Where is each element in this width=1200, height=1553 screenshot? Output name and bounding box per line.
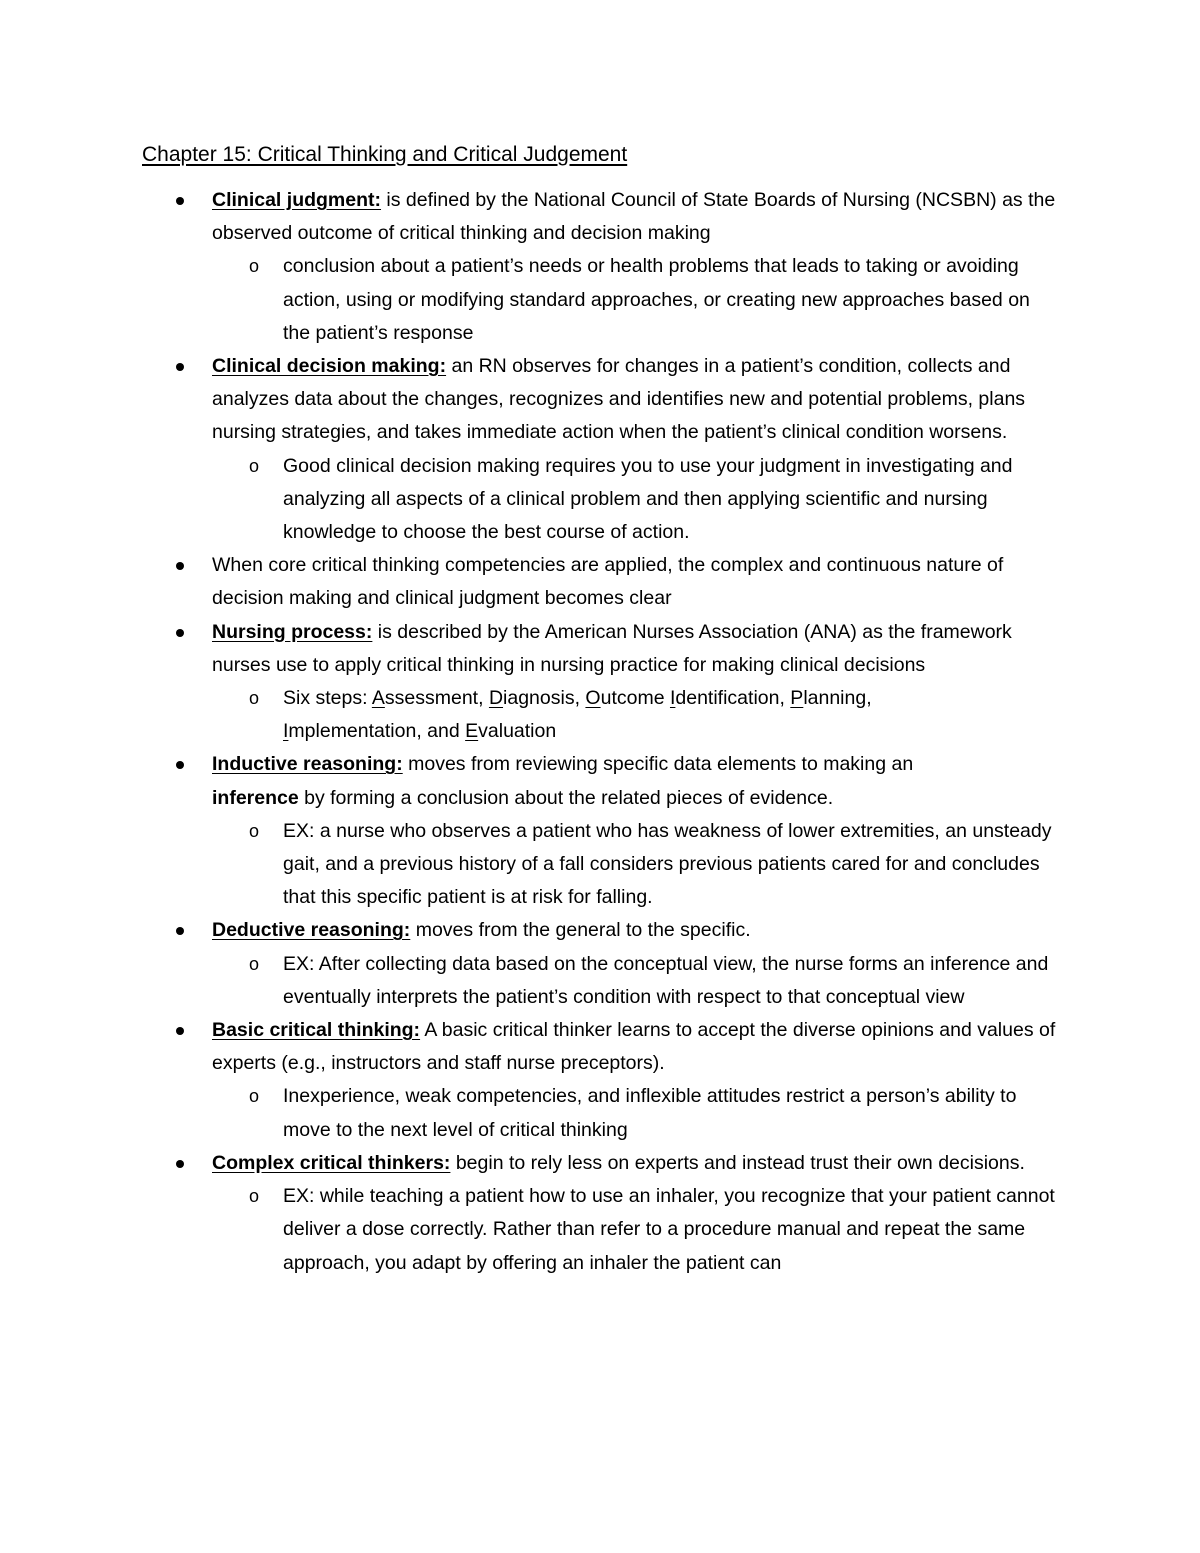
step-rest: iagnosis, — [503, 687, 586, 710]
sub-bullet-list — [212, 250, 1062, 350]
item-text: begin to rely less on experts and instead trust their own decisions. — [450, 1151, 1025, 1174]
bullet-icon — [176, 1160, 184, 1168]
sub-bullet-list — [212, 1180, 1062, 1280]
sub-bullet-icon: o — [249, 688, 260, 709]
item-text: When core critical thinking competencies are applied, the complex and continuous nature of decision making and clinical judgment becomes clear — [212, 554, 1004, 610]
sub-bullet-list — [212, 948, 1062, 1014]
term-label: Inductive reasoning: — [212, 753, 403, 776]
bullet-icon — [176, 629, 184, 637]
step-letter: P — [790, 687, 804, 710]
sub-bullet-icon: o — [249, 953, 260, 974]
sub-list-item — [212, 450, 1062, 550]
sub-list-item — [212, 1180, 1062, 1280]
sub-item-text: EX: a nurse who observes a patient who has weakness of lower extremities, an unsteady gait, and a previous history of a fall considers previous patients cared for and concludes that this specific patient is at risk for falling. — [283, 819, 1052, 909]
list-item — [142, 549, 1062, 615]
term-label: Clinical decision making: — [212, 355, 447, 378]
sub-bullet-list — [212, 1080, 1062, 1146]
sub-bullet-icon: o — [249, 820, 260, 841]
step-rest: ssessment, — [384, 687, 489, 710]
sub-item-text: EX: while teaching a patient how to use an inhaler, you recognize that your patient cannot deliver a dose correctly. Rather than refer to a procedure manual and repeat the same approach, you adapt by offering an inhaler the patient can — [283, 1185, 1055, 1274]
list-item — [142, 1014, 1062, 1147]
term-label: Basic critical thinking: — [212, 1019, 421, 1042]
sub-bullet-icon: o — [249, 455, 260, 476]
sub-bullet-icon: o — [249, 256, 260, 277]
step-letter: O — [585, 687, 601, 710]
list-item — [142, 184, 1062, 350]
step-letter: D — [488, 687, 504, 710]
steps-prefix: Six steps: — [283, 687, 372, 710]
step-rest: valuation — [478, 720, 557, 743]
sub-list-item — [212, 948, 1062, 1014]
notes-content — [142, 184, 1062, 1280]
bold-word: inference — [212, 786, 299, 809]
list-item — [142, 616, 1062, 749]
sub-list-item — [212, 682, 1062, 748]
item-text: is defined by the National Council of State Boards of Nursing (NCSBN) as the observed outcome of critical thinking and decision making — [212, 189, 1056, 245]
sub-item-text: Inexperience, weak competencies, and inflexible attitudes restrict a person’s ability to move to the next level of critical thinking — [283, 1085, 1017, 1141]
item-text: by forming a conclusion about the related pieces of evidence. — [298, 786, 834, 809]
step-rest: dentification, — [675, 687, 791, 710]
sub-list-item — [212, 815, 1062, 915]
list-item — [142, 748, 1062, 914]
sub-item-text: conclusion about a patient’s needs or health problems that leads to taking or avoiding action, using or modifying standard approaches, or creating new approaches based on the patient’s response — [283, 255, 1030, 344]
bullet-list — [142, 184, 1062, 1280]
sub-bullet-list — [212, 682, 1062, 748]
sub-bullet-list — [212, 815, 1062, 915]
bullet-icon — [176, 927, 184, 935]
sub-bullet-icon: o — [249, 1086, 260, 1107]
bullet-icon — [176, 197, 184, 205]
step-rest: lanning, — [803, 687, 872, 710]
step-rest: mplementation, and — [288, 720, 466, 743]
term-label: Clinical judgment: — [212, 189, 382, 211]
item-text: A basic critical thinker learns to accept the diverse opinions and values of experts (e.g., instructors and staff nurse preceptors). — [212, 1019, 1056, 1075]
sub-list-item — [212, 250, 1062, 350]
step-rest: utcome — [600, 687, 670, 710]
list-item — [142, 914, 1062, 1014]
bullet-icon — [176, 761, 184, 769]
sub-item-text: EX: After collecting data based on the conceptual view, the nurse forms an inference and eventually interprets the patient’s condition with respect to that conceptual view — [283, 952, 1049, 1008]
term-label: Nursing process: — [212, 620, 373, 643]
step-letter: I — [283, 720, 289, 743]
bullet-icon — [176, 1027, 184, 1035]
item-text: an RN observes for changes in a patient’s condition, collects and analyzes data about the changes, recognizes and identifies new and potential problems, plans nursing strategies, and takes immediate action when the patient’s clinical condition worsens. — [212, 355, 1026, 444]
sub-list-item — [212, 1080, 1062, 1146]
term-label: Complex critical thinkers: — [212, 1151, 451, 1174]
item-text: is described by the American Nurses Association (ANA) as the framework nurses use to apply critical thinking in nursing practice for making clinical decisions — [212, 620, 1012, 676]
list-item — [142, 350, 1062, 549]
step-letter: A — [371, 687, 385, 710]
term-label: Deductive reasoning: — [212, 919, 411, 942]
sub-bullet-list — [212, 450, 1062, 550]
bullet-icon — [176, 562, 184, 570]
step-letter: E — [465, 720, 479, 743]
step-letter: I — [669, 687, 676, 710]
sub-item-text: Good clinical decision making requires you to use your judgment in investigating and analyzing all aspects of a clinical problem and then applying scientific and nursing knowledge to choose the best course of action. — [283, 454, 1013, 544]
item-text: moves from the general to the specific. — [410, 919, 751, 942]
sub-bullet-icon: o — [249, 1186, 260, 1207]
chapter-heading: Chapter 15: Critical Thinking and Critical Judgement — [142, 143, 628, 166]
list-item — [142, 1147, 1062, 1280]
item-text: moves from reviewing specific data elements to making an — [402, 753, 914, 776]
bullet-icon — [176, 363, 184, 371]
